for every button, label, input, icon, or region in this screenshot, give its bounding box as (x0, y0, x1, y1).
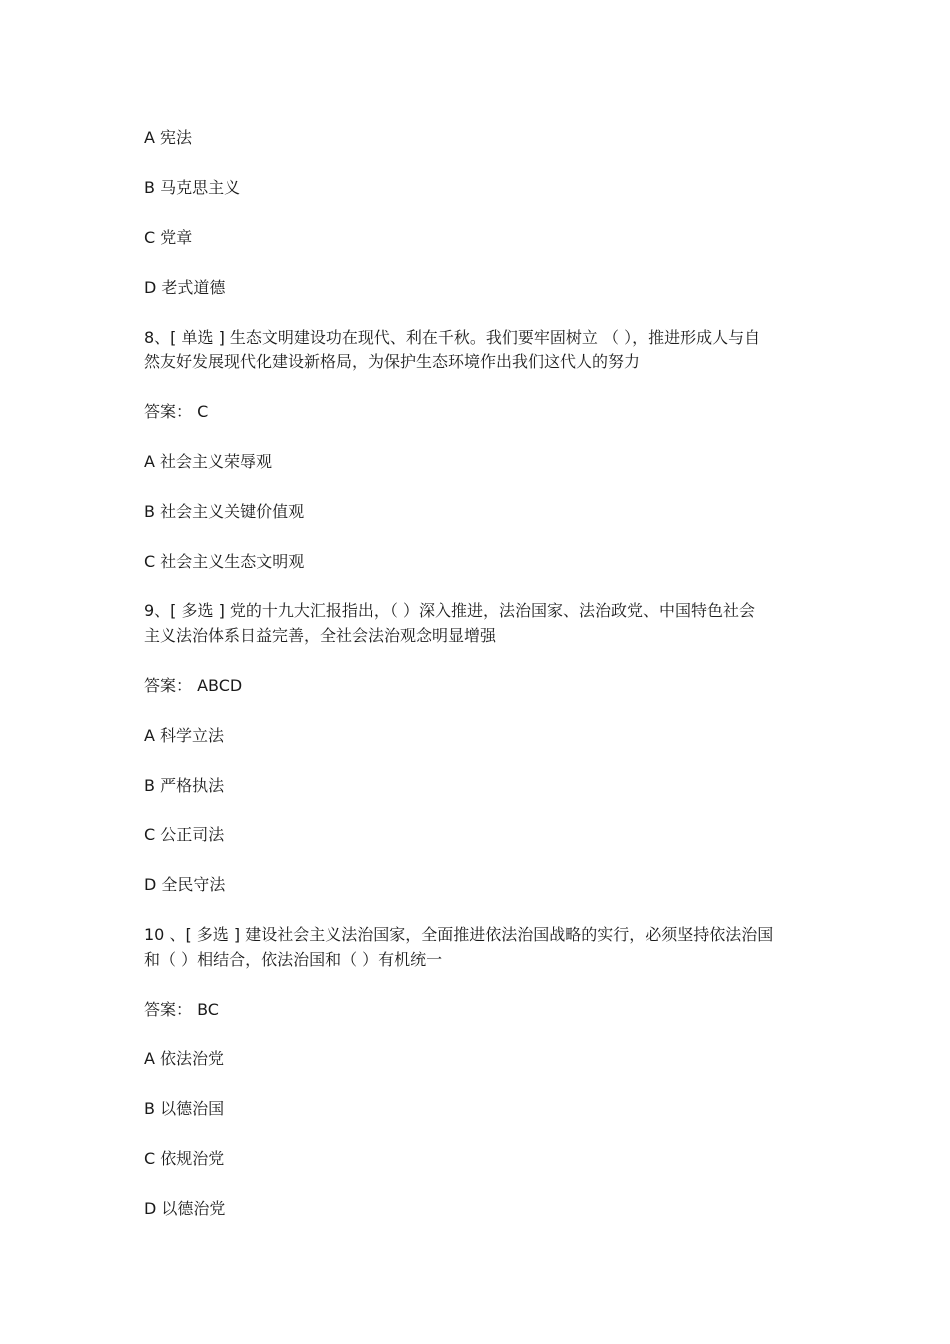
question-stem: 9、[ 多选 ] 党的十九大汇报指出，（ ）深入推进，法治国家、法治政党、中国特色社会 (144, 601, 756, 620)
option-text: D 全民守法 (144, 875, 226, 894)
option-text: C 公正司法 (144, 825, 225, 844)
option-text: D 以德治党 (144, 1199, 226, 1218)
option-text: A 科学立法 (144, 726, 225, 745)
answer-text: 答案： BC (144, 1000, 219, 1019)
question-stem: 8、[ 单选 ] 生态文明建设功在现代、利在千秋。我们要牢固树立 （ ），推进形成人与自 (144, 328, 761, 347)
option-text: A 社会主义荣辱观 (144, 452, 273, 471)
option-text: B 马克思主义 (144, 178, 241, 197)
answer-text: 答案： C (144, 402, 209, 421)
option-text: A 依法治党 (144, 1049, 225, 1068)
question-stem: 然友好发展现代化建设新格局，为保护生态环境作出我们这代人的努力 (144, 352, 641, 371)
option-text: C 依规治党 (144, 1149, 225, 1168)
answer-text: 答案： ABCD (144, 676, 243, 695)
option-text: B 严格执法 (144, 776, 225, 795)
option-text: B 社会主义关键价值观 (144, 502, 305, 521)
option-text: D 老式道德 (144, 278, 226, 297)
option-text: A 宪法 (144, 128, 193, 147)
option-text: C 党章 (144, 228, 193, 247)
question-stem: 10 、[ 多选 ] 建设社会主义法治国家，全面推进依法治国战略的实行，必须坚持依法治国 (144, 925, 774, 944)
question-stem: 主义法治体系日益完善，全社会法治观念明显增强 (144, 626, 497, 645)
question-stem: 和（ ）相结合，依法治国和（ ）有机统一 (144, 950, 443, 969)
option-text: B 以德治国 (144, 1099, 225, 1118)
option-text: C 社会主义生态文明观 (144, 552, 305, 571)
